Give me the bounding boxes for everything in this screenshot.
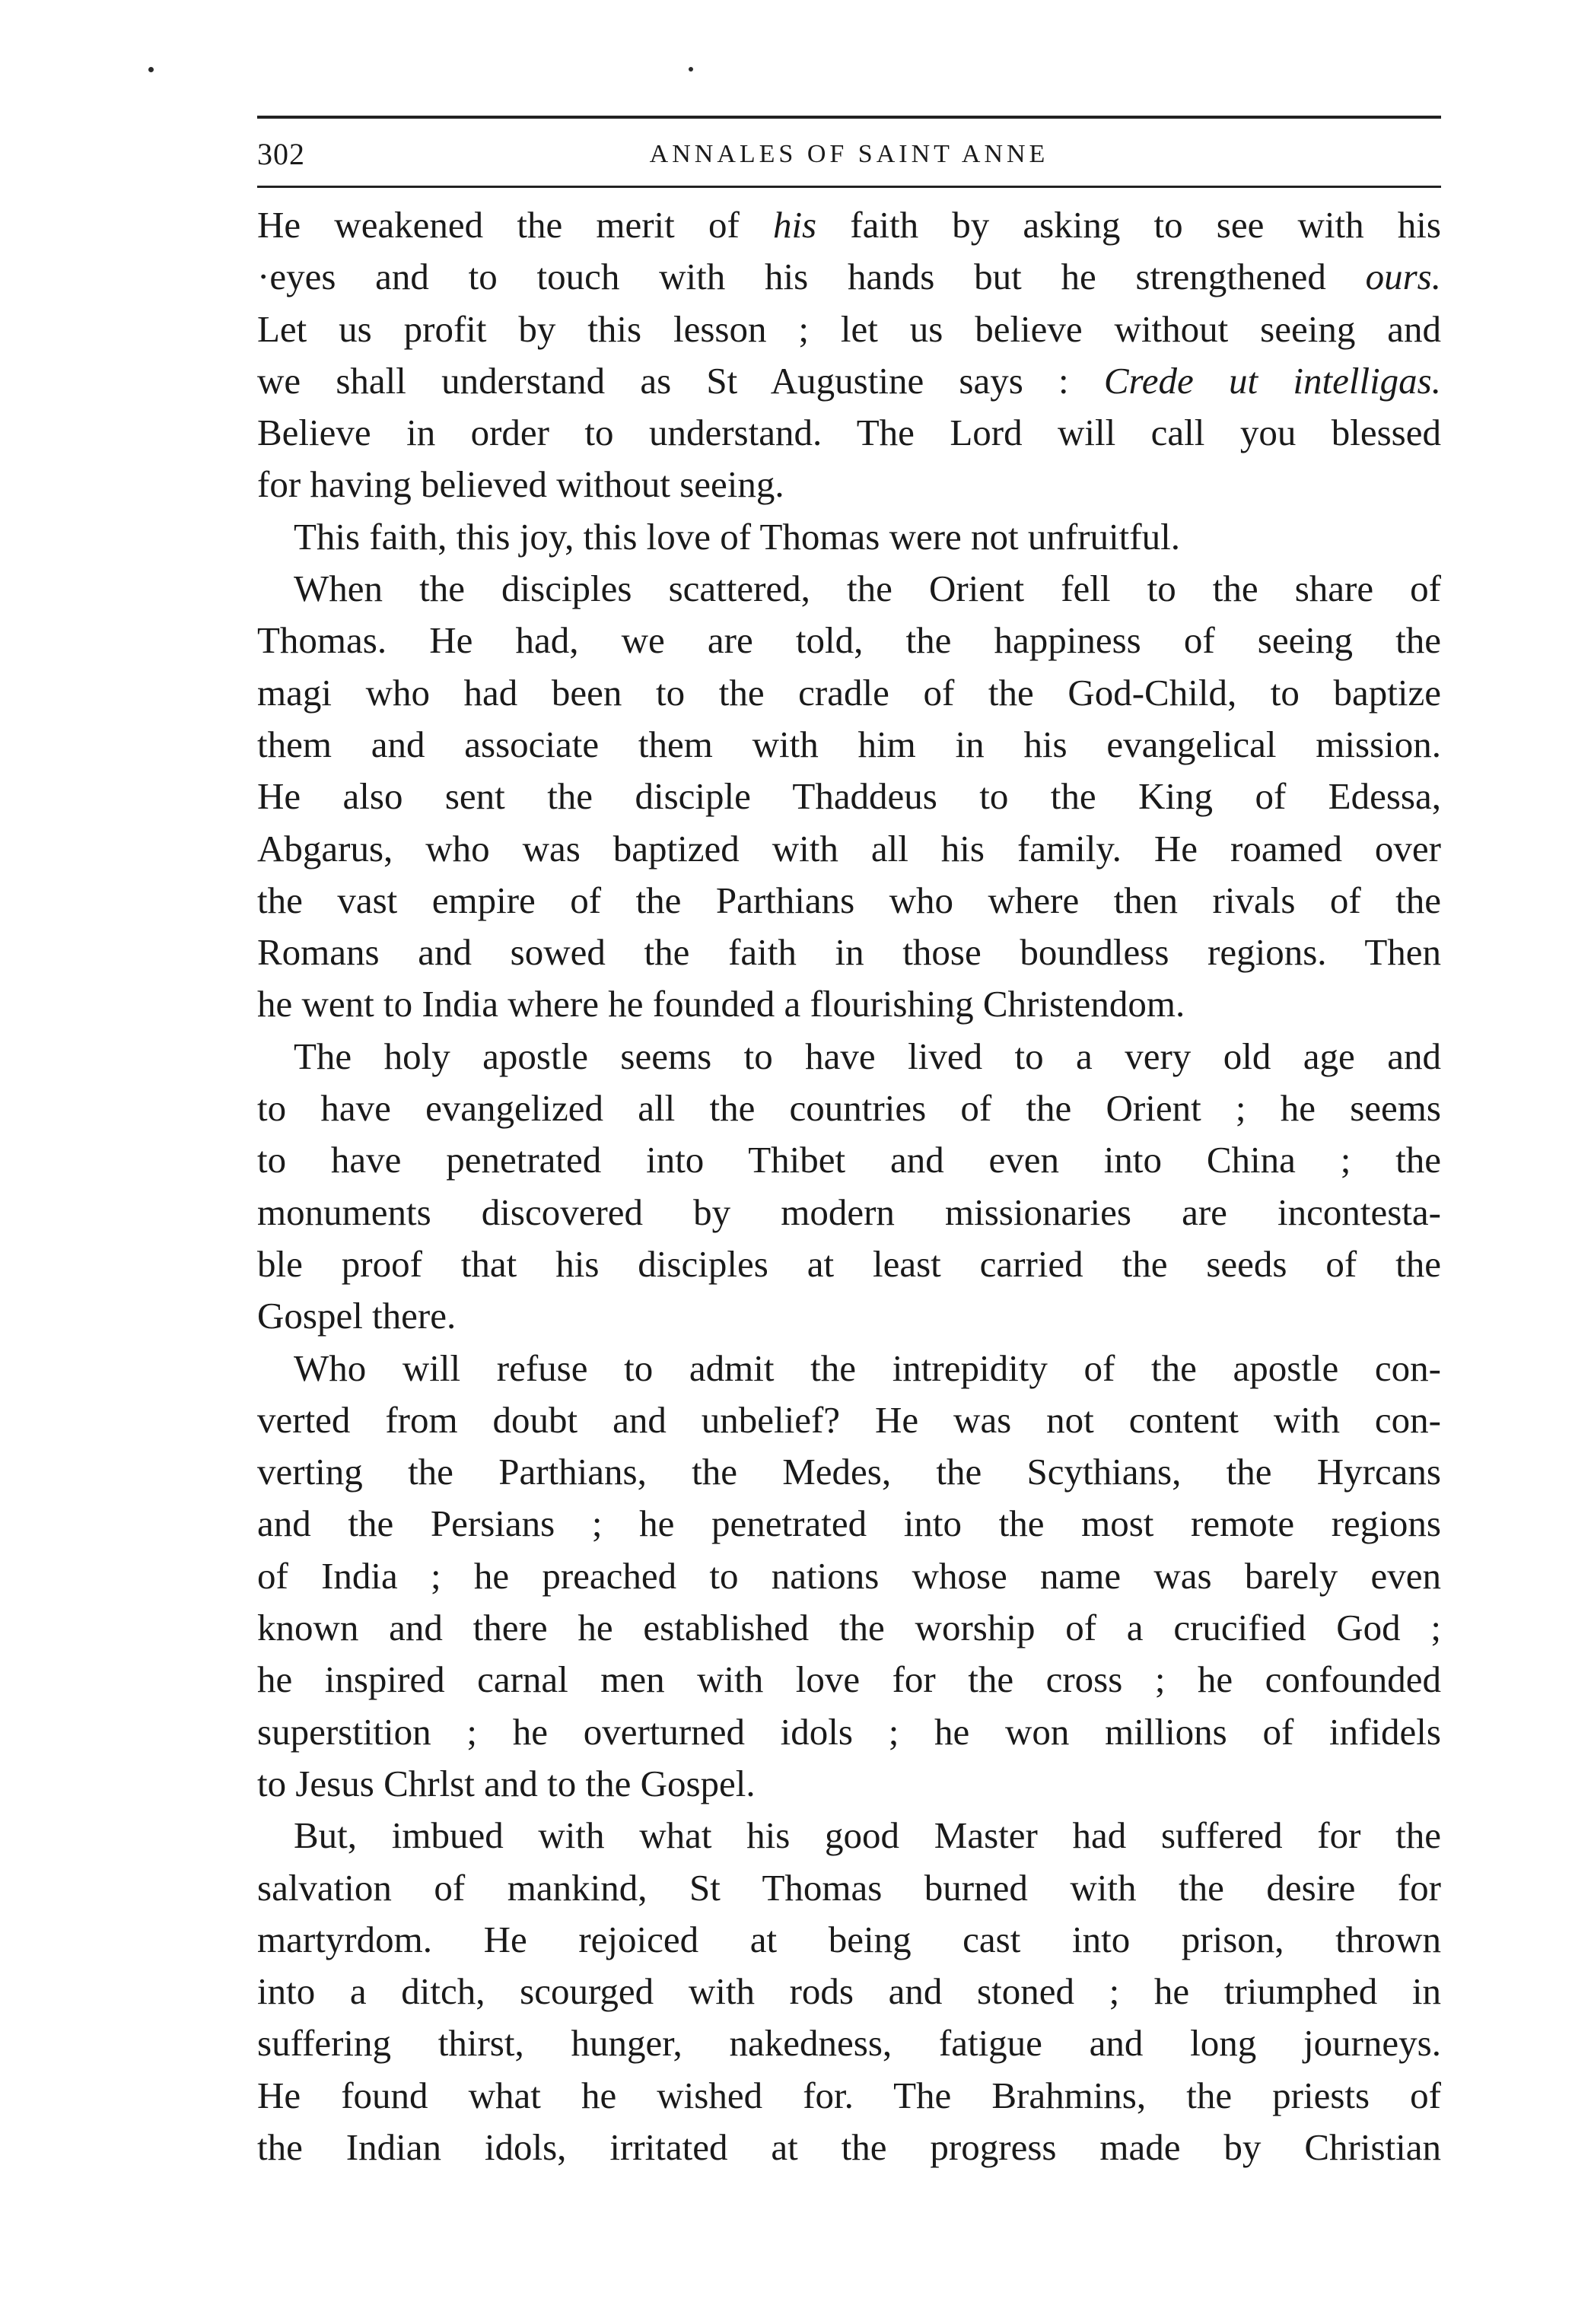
text-line <box>257 771 1441 822</box>
text-line <box>257 1394 1441 1446</box>
text-line <box>257 1966 1441 2017</box>
text-run: He found what he wished for. The Brahmins, the priests of <box>257 2074 1441 2116</box>
text-run: Romans and sowed the faith in those boundless regions. Then <box>257 931 1441 974</box>
running-title: ANNALES OF SAINT ANNE <box>649 140 1049 168</box>
text-line <box>257 719 1441 771</box>
text-line <box>257 563 1441 615</box>
text-run: This faith, this joy, this love of Thomas were not unfruitful. <box>294 515 1180 558</box>
ink-speck <box>689 67 693 72</box>
text-line <box>257 511 1441 563</box>
text-line <box>257 1758 1441 1810</box>
text-line <box>257 1238 1441 1290</box>
header-rule-top <box>257 116 1441 119</box>
text-line <box>257 199 1441 251</box>
text-line <box>257 823 1441 875</box>
text-run: verting the Parthians, the Medes, the Scythians, the Hyrcans <box>257 1451 1441 1493</box>
running-head <box>257 128 1441 181</box>
text-run: into a ditch, scourged with rods and stoned ; he triumphed in <box>257 1970 1441 2013</box>
text-run: Who will refuse to admit the intrepidity of the apostle con- <box>294 1346 1441 1389</box>
text-run: superstition ; he overturned idols ; he won millions of infidels <box>257 1710 1441 1753</box>
italic-run: ours. <box>1365 256 1441 298</box>
text-run: he inspired carnal men with love for the cross ; he confounded <box>257 1658 1441 1701</box>
text-run: of India ; he preached to nations whose name was barely even <box>257 1554 1441 1597</box>
text-run: ·eyes and to touch with his hands but he strengthened <box>257 256 1366 298</box>
text-line <box>257 2017 1441 2069</box>
text-run: we shall understand as St Augustine says : <box>257 359 1104 402</box>
text-run: suffering thirst, hunger, nakedness, fatigue and long journeys. <box>257 2022 1441 2065</box>
text-line <box>257 2070 1441 2122</box>
text-run: to have evangelized all the countries of the Orient ; he seems <box>257 1087 1441 1130</box>
text-run: the Indian idols, irritated at the progress made by Christian <box>257 2125 1441 2168</box>
text-line <box>257 407 1441 459</box>
text-line <box>257 459 1441 510</box>
text-run: them and associate them with him in his evangelical mission. <box>257 723 1441 765</box>
ink-speck <box>148 67 154 72</box>
paragraph <box>257 1031 1441 1343</box>
text-line <box>257 667 1441 719</box>
text-line <box>257 1083 1441 1134</box>
text-line <box>257 251 1441 303</box>
text-run: verted from doubt and unbelief? He was not content with con- <box>257 1398 1441 1441</box>
text-run: and the Persians ; he penetrated into the most remote regions <box>257 1502 1441 1545</box>
paragraph <box>257 1810 1441 2173</box>
text-run: When the disciples scattered, the Orient fell to the share of <box>294 567 1441 610</box>
italic-run: Crede ut intelligas. <box>1103 359 1441 402</box>
header-rule-bottom <box>257 186 1441 188</box>
text-run: Gospel there. <box>257 1295 457 1337</box>
text-line <box>257 1290 1441 1342</box>
text-run: for having believed without seeing. <box>257 463 784 506</box>
text-line <box>257 1810 1441 1861</box>
text-run: ble proof that his disciples at least carried the seeds of the <box>257 1242 1441 1285</box>
book-page <box>257 107 1441 2282</box>
text-line <box>257 1914 1441 1966</box>
body-text <box>257 199 1441 2173</box>
text-run: to have penetrated into Thibet and even into China ; the <box>257 1139 1441 1181</box>
text-line <box>257 1134 1441 1186</box>
text-line <box>257 1602 1441 1654</box>
text-run: He weakened the merit of <box>257 204 773 246</box>
text-line <box>257 1031 1441 1083</box>
paragraph <box>257 511 1441 563</box>
text-run: salvation of mankind, St Thomas burned with the desire for <box>257 1866 1441 1909</box>
text-line <box>257 1498 1441 1550</box>
page-number: 302 <box>257 137 305 171</box>
text-line <box>257 1187 1441 1238</box>
text-line <box>257 1862 1441 1914</box>
paragraph <box>257 199 1441 511</box>
text-run: The holy apostle seems to have lived to a very old age and <box>294 1035 1441 1077</box>
text-run: But, imbued with what his good Master had suffered for the <box>294 1814 1441 1857</box>
text-run: faith by asking to see with his <box>816 204 1441 246</box>
text-run: known and there he established the worship of a crucified God ; <box>257 1607 1441 1649</box>
text-run: the vast empire of the Parthians who where then rivals of the <box>257 879 1441 921</box>
text-run: he went to India where he founded a flourishing Christendom. <box>257 983 1185 1025</box>
text-run: martyrdom. He rejoiced at being cast into prison, thrown <box>257 1918 1441 1960</box>
paragraph <box>257 563 1441 1031</box>
text-run: to Jesus Chrlst and to the Gospel. <box>257 1762 756 1804</box>
text-line <box>257 875 1441 927</box>
italic-run: his <box>772 204 817 246</box>
text-line <box>257 1706 1441 1758</box>
text-line <box>257 2122 1441 2173</box>
text-line <box>257 927 1441 978</box>
text-line <box>257 304 1441 355</box>
text-run: Let us profit by this lesson ; let us believe without seeing and <box>257 307 1441 350</box>
text-line <box>257 978 1441 1030</box>
text-line <box>257 1446 1441 1498</box>
text-line <box>257 1550 1441 1602</box>
text-run: monuments discovered by modern missionaries are incontesta- <box>257 1191 1441 1233</box>
text-run: magi who had been to the cradle of the God-Child, to baptize <box>257 671 1441 714</box>
text-line <box>257 1343 1441 1394</box>
paragraph <box>257 1343 1441 1811</box>
text-run: He also sent the disciple Thaddeus to the King of Edessa, <box>257 775 1441 818</box>
text-run: Believe in order to understand. The Lord will call you blessed <box>257 412 1441 454</box>
text-line <box>257 615 1441 666</box>
text-run: Thomas. He had, we are told, the happiness of seeing the <box>257 619 1441 662</box>
text-line <box>257 355 1441 407</box>
text-line <box>257 1654 1441 1706</box>
text-run: Abgarus, who was baptized with all his family. He roamed over <box>257 827 1441 870</box>
